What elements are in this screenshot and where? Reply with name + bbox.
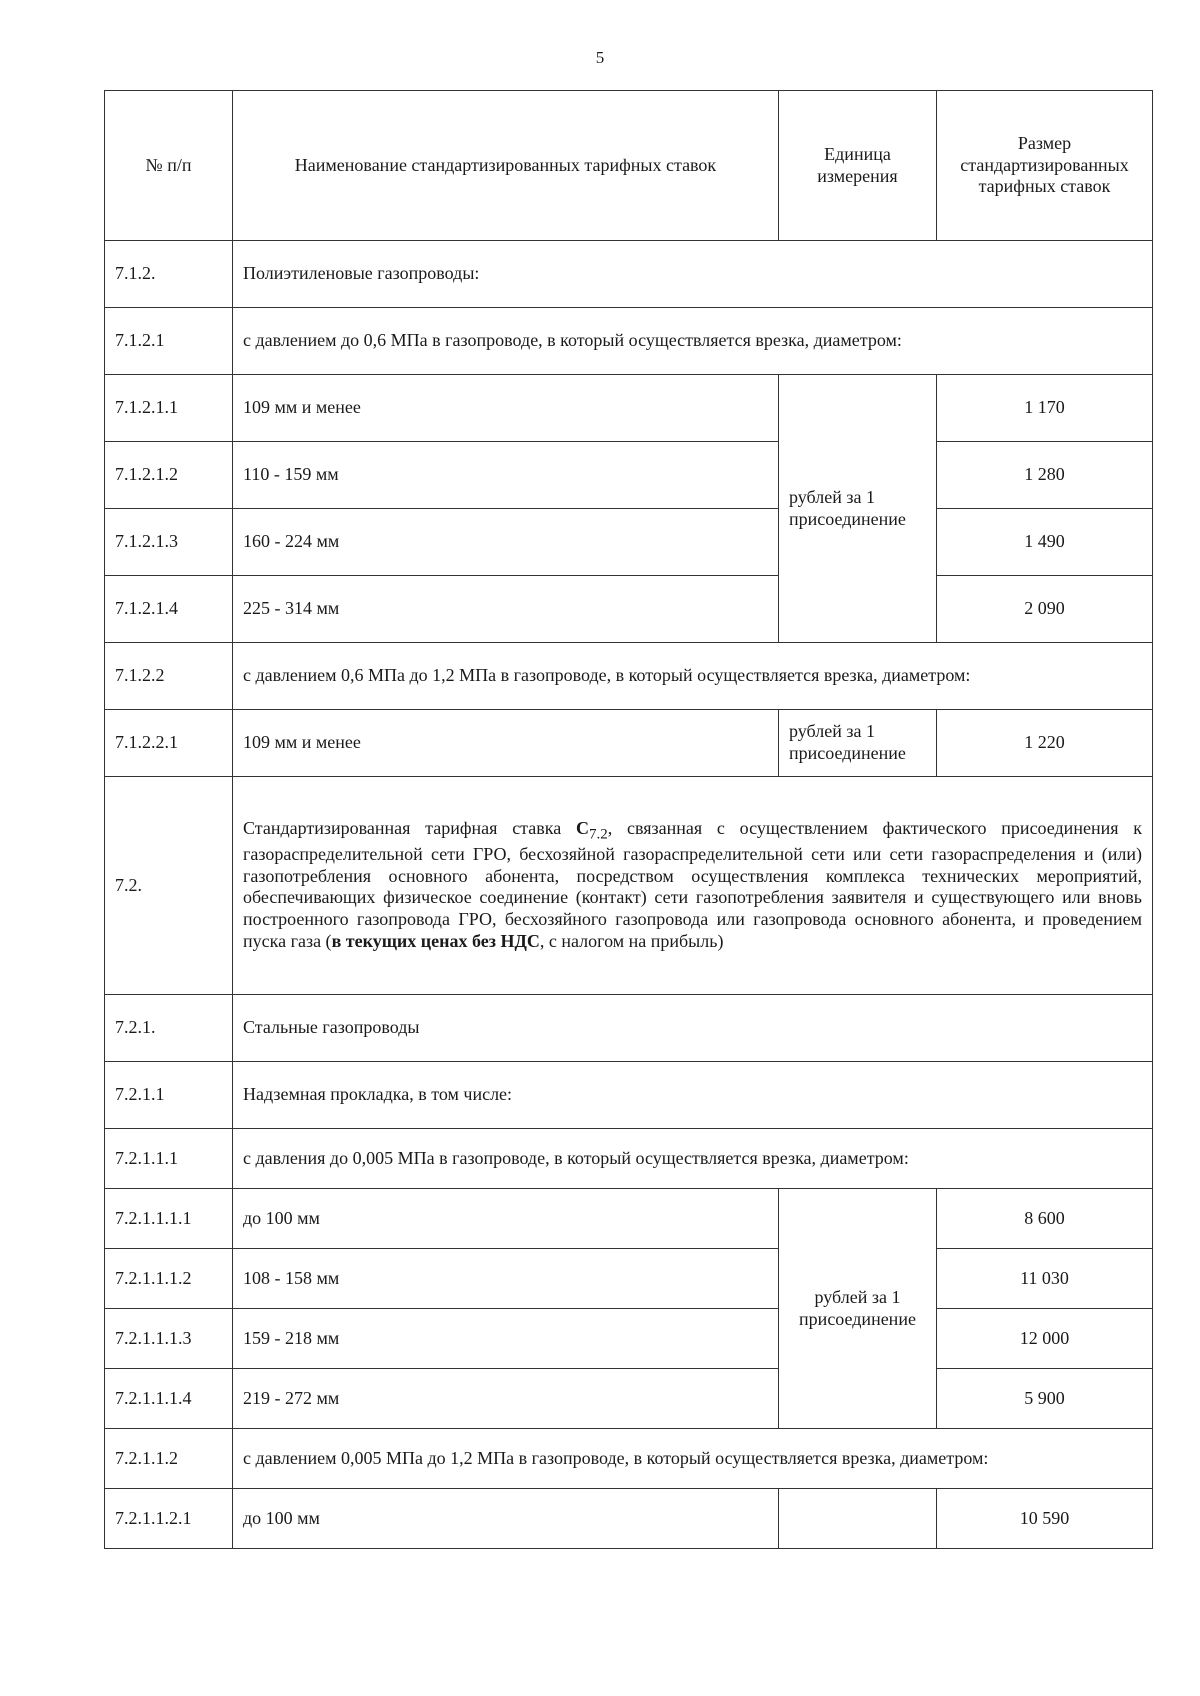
table-row: [105, 777, 1153, 995]
row-number: 7.1.2.1.2: [105, 442, 233, 509]
row-diameter: 109 мм и менее: [233, 375, 779, 442]
row-number: 7.1.2.2.1: [105, 710, 233, 777]
row-number: 7.2.1.1.2: [105, 1429, 233, 1489]
row-title: Стальные газопроводы: [233, 995, 1153, 1062]
row-number: 7.1.2.1: [105, 308, 233, 375]
row-number: 7.1.2.1.1: [105, 375, 233, 442]
row-value: 1 490: [937, 509, 1153, 576]
row-title: с давлением до 0,6 МПа в газопроводе, в который осуществляется врезка, диаметром:: [233, 308, 1153, 375]
header-unit: Единица измерения: [779, 91, 937, 241]
row-diameter: 109 мм и менее: [233, 710, 779, 777]
row-value: 10 590: [937, 1489, 1153, 1549]
row-unit: рублей за 1 присоединение: [779, 710, 937, 777]
header-size: Размер стандартизированных тарифных ставок: [937, 91, 1153, 241]
row-diameter: до 100 мм: [233, 1189, 779, 1249]
row-number: 7.1.2.2: [105, 643, 233, 710]
table-row: [105, 995, 1153, 1062]
row-number: 7.2.1.1.1.1: [105, 1189, 233, 1249]
row-value: 1 220: [937, 710, 1153, 777]
row-number: 7.2.: [105, 777, 233, 995]
row-diameter: 160 - 224 мм: [233, 509, 779, 576]
row-value: 2 090: [937, 576, 1153, 643]
table-row: [105, 308, 1153, 375]
row-unit: [779, 1489, 937, 1549]
row-unit: рублей за 1 присоединение: [779, 375, 937, 643]
page-number: 5: [595, 48, 605, 67]
table-row: [105, 1489, 1153, 1549]
row-title: Надземная прокладка, в том числе:: [233, 1062, 1153, 1129]
row-number: 7.2.1.1.2.1: [105, 1489, 233, 1549]
description-text-start: Стандартизированная тарифная ставка: [243, 817, 576, 838]
table-row: [105, 442, 1153, 509]
table-row: [105, 241, 1153, 308]
tariff-table: [104, 90, 1153, 1549]
row-diameter: 225 - 314 мм: [233, 576, 779, 643]
description-text-end: , с налогом на прибыль): [539, 931, 724, 952]
row-title: с давлением 0,005 МПа до 1,2 МПа в газопроводе, в который осуществляется врезка, диаметром:: [233, 1429, 1153, 1489]
description-emphasis: в текущих ценах без НДС: [331, 931, 540, 952]
table-row: [105, 509, 1153, 576]
table-row: [105, 1249, 1153, 1309]
row-number: 7.2.1.: [105, 995, 233, 1062]
row-value: 11 030: [937, 1249, 1153, 1309]
row-diameter: 159 - 218 мм: [233, 1309, 779, 1369]
row-value: 1 280: [937, 442, 1153, 509]
row-number: 7.2.1.1: [105, 1062, 233, 1129]
header-num: № п/п: [105, 91, 233, 241]
table-row: [105, 1369, 1153, 1429]
table-row: [105, 1062, 1153, 1129]
row-description: [233, 777, 1153, 995]
table-row: [105, 375, 1153, 442]
rate-symbol: С: [575, 817, 589, 838]
row-title: с давлением 0,6 МПа до 1,2 МПа в газопроводе, в который осуществляется врезка, диаметром:: [233, 643, 1153, 710]
row-diameter: 108 - 158 мм: [233, 1249, 779, 1309]
table-header-row: [105, 91, 1153, 241]
row-number: 7.1.2.: [105, 241, 233, 308]
row-number: 7.1.2.1.4: [105, 576, 233, 643]
row-number: 7.2.1.1.1: [105, 1129, 233, 1189]
row-number: 7.2.1.1.1.2: [105, 1249, 233, 1309]
row-value: 12 000: [937, 1309, 1153, 1369]
row-value: 1 170: [937, 375, 1153, 442]
row-diameter: 110 - 159 мм: [233, 442, 779, 509]
row-value: 5 900: [937, 1369, 1153, 1429]
row-number: 7.1.2.1.3: [105, 509, 233, 576]
row-title: с давления до 0,005 МПа в газопроводе, в который осуществляется врезка, диаметром:: [233, 1129, 1153, 1189]
table-row: [105, 710, 1153, 777]
row-unit: рублей за 1 присоединение: [779, 1189, 937, 1429]
table-row: [105, 1189, 1153, 1249]
row-number: 7.2.1.1.1.3: [105, 1309, 233, 1369]
table-row: [105, 576, 1153, 643]
row-diameter: до 100 мм: [233, 1489, 779, 1549]
rate-subscript: 7.2: [588, 826, 608, 843]
table-row: [105, 1129, 1153, 1189]
row-value: 8 600: [937, 1189, 1153, 1249]
description-text-middle: , связанная с осуществлением фактического присоединения к газораспределительной сети ГРО, бесхозяйной газораспределительной сети или сети газораспределения и (или) газопотребления основного абонента, посредством осуществления комплекса технических мероприятий, обеспечивающих физическое соединение (контакт) сети газопотребления заявителя и существующего или вновь построенного газопровода ГРО, бесхозяйного газопровода или газопровода основного абонента, и проведением пуска газа (: [243, 817, 1142, 952]
table-row: [105, 643, 1153, 710]
header-name: Наименование стандартизированных тарифных ставок: [233, 91, 779, 241]
table-row: [105, 1309, 1153, 1369]
row-diameter: 219 - 272 мм: [233, 1369, 779, 1429]
row-title: Полиэтиленовые газопроводы:: [233, 241, 1153, 308]
table-row: [105, 1429, 1153, 1489]
row-number: 7.2.1.1.1.4: [105, 1369, 233, 1429]
